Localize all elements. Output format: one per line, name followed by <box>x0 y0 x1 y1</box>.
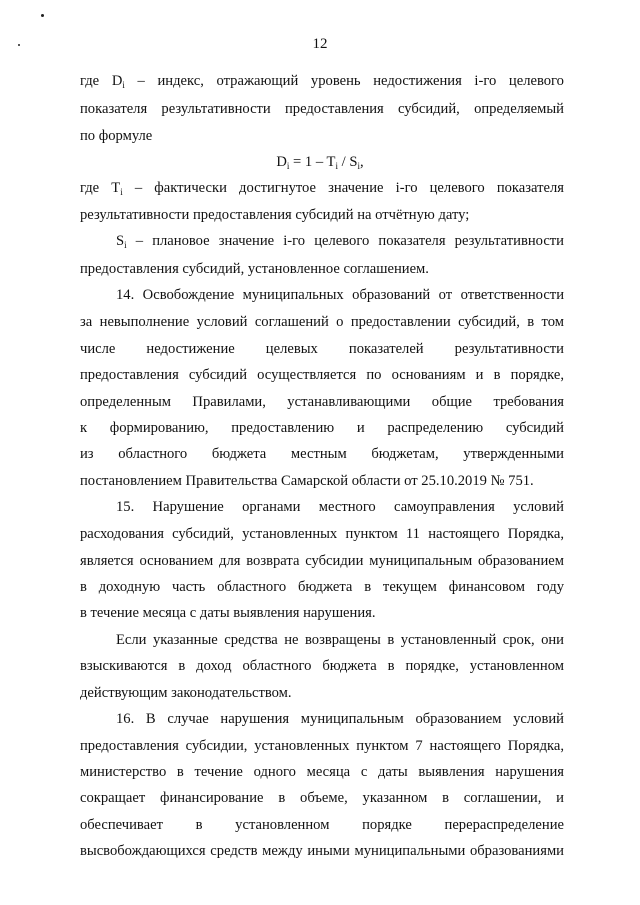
text-segment: за невыполнение условий соглашений о предоставлении субсидий, в том <box>80 314 564 330</box>
text-line <box>116 287 564 304</box>
text-line <box>80 394 564 411</box>
page-number: 12 <box>312 36 328 52</box>
text-line <box>116 711 564 728</box>
text-line <box>80 341 564 358</box>
text-segment: к формированию, предоставлению и распределению субсидий <box>80 420 564 436</box>
scan-speck <box>41 14 44 17</box>
text-segment: показателя результативности предоставления субсидий, определяемый <box>80 101 564 117</box>
text-segment: числе недостижение целевых показателей результативности <box>80 341 564 357</box>
text-segment: где D <box>80 73 123 89</box>
subscript: i <box>122 80 125 90</box>
text-line <box>116 632 564 649</box>
subscript: i <box>335 161 338 171</box>
text-segment: = 1 – T <box>289 154 336 170</box>
text-line <box>80 473 564 490</box>
text-segment: расходования субсидий, установленных пунктом 11 настоящего Порядка, <box>80 526 564 542</box>
text-segment: постановлением Правительства Самарской области от 25.10.2019 № 751. <box>80 473 534 489</box>
text-segment: в течение месяца с даты выявления нарушения. <box>80 605 376 621</box>
text-segment: определенным Правилами, устанавливающими общие требования <box>80 394 564 410</box>
text-line <box>80 180 564 197</box>
text-line <box>80 579 564 596</box>
text-line <box>80 314 564 331</box>
text-line <box>80 790 564 807</box>
subscript: i <box>357 161 360 171</box>
text-segment: по формуле <box>80 128 153 144</box>
text-line <box>80 128 564 145</box>
text-segment: в доходную часть областного бюджета в текущем финансовом году <box>80 579 564 595</box>
text-line <box>80 738 564 755</box>
text-segment: министерство в течение одного месяца с даты выявления нарушения <box>80 764 564 780</box>
text-line <box>80 605 564 622</box>
text-segment: 14. Освобождение муниципальных образований от ответственности <box>116 287 564 303</box>
text-line <box>80 73 564 90</box>
text-line <box>80 261 564 278</box>
text-line <box>116 233 564 250</box>
text-segment: где T <box>80 180 121 196</box>
text-segment: , <box>359 154 364 170</box>
text-line <box>80 526 564 543</box>
text-segment: Если указанные средства не возвращены в установленный срок, они <box>116 632 564 648</box>
text-segment: взыскиваются в доход областного бюджета в порядке, установленном <box>80 658 564 674</box>
text-segment: – плановое значение i-го целевого показателя результативности <box>126 233 564 249</box>
text-segment: предоставления субсидий, установленное соглашением. <box>80 261 429 277</box>
text-line <box>80 553 564 570</box>
subscript: i <box>124 240 127 250</box>
text-line <box>116 499 564 516</box>
text-segment: сокращает финансирование в объеме, указанном в соглашении, и <box>80 790 564 806</box>
text-line <box>80 658 564 675</box>
text-line <box>80 101 564 118</box>
text-line <box>80 843 564 860</box>
text-line <box>80 817 564 834</box>
text-segment: S <box>116 233 125 249</box>
text-line <box>80 207 564 224</box>
text-line <box>80 764 564 781</box>
text-segment: действующим законодательством. <box>80 685 292 701</box>
text-segment: – фактически достигнутое значение i-го целевого показателя <box>122 180 564 196</box>
text-segment: D <box>276 154 287 170</box>
subscript: i <box>286 161 290 171</box>
text-segment: результативности предоставления субсидий на отчётную дату; <box>80 207 470 223</box>
formula-line <box>0 154 640 171</box>
text-segment: высвобождающихся средств между иными муниципальными образованиями <box>80 843 564 859</box>
text-line <box>80 367 564 384</box>
text-line <box>80 420 564 437</box>
text-segment: / S <box>338 154 358 170</box>
text-segment: из областного бюджета местным бюджетам, утвержденными <box>80 446 564 462</box>
text-segment: предоставления субсидии, установленных пунктом 7 настоящего Порядка, <box>80 738 564 754</box>
text-segment: 15. Нарушение органами местного самоуправления условий <box>116 499 564 515</box>
text-segment: является основанием для возврата субсидии муниципальным образованием <box>80 553 564 569</box>
text-segment: предоставления субсидий осуществляется по основаниям и в порядке, <box>80 367 564 383</box>
subscript: i <box>120 187 123 197</box>
text-line <box>80 446 564 463</box>
text-segment: 16. В случае нарушения муниципальным образованием условий <box>116 711 564 727</box>
text-line <box>80 685 564 702</box>
text-segment: обеспечивает в установленном порядке перераспределение <box>80 817 564 833</box>
text-segment: – индекс, отражающий уровень недостижения i-го целевого <box>124 73 564 89</box>
